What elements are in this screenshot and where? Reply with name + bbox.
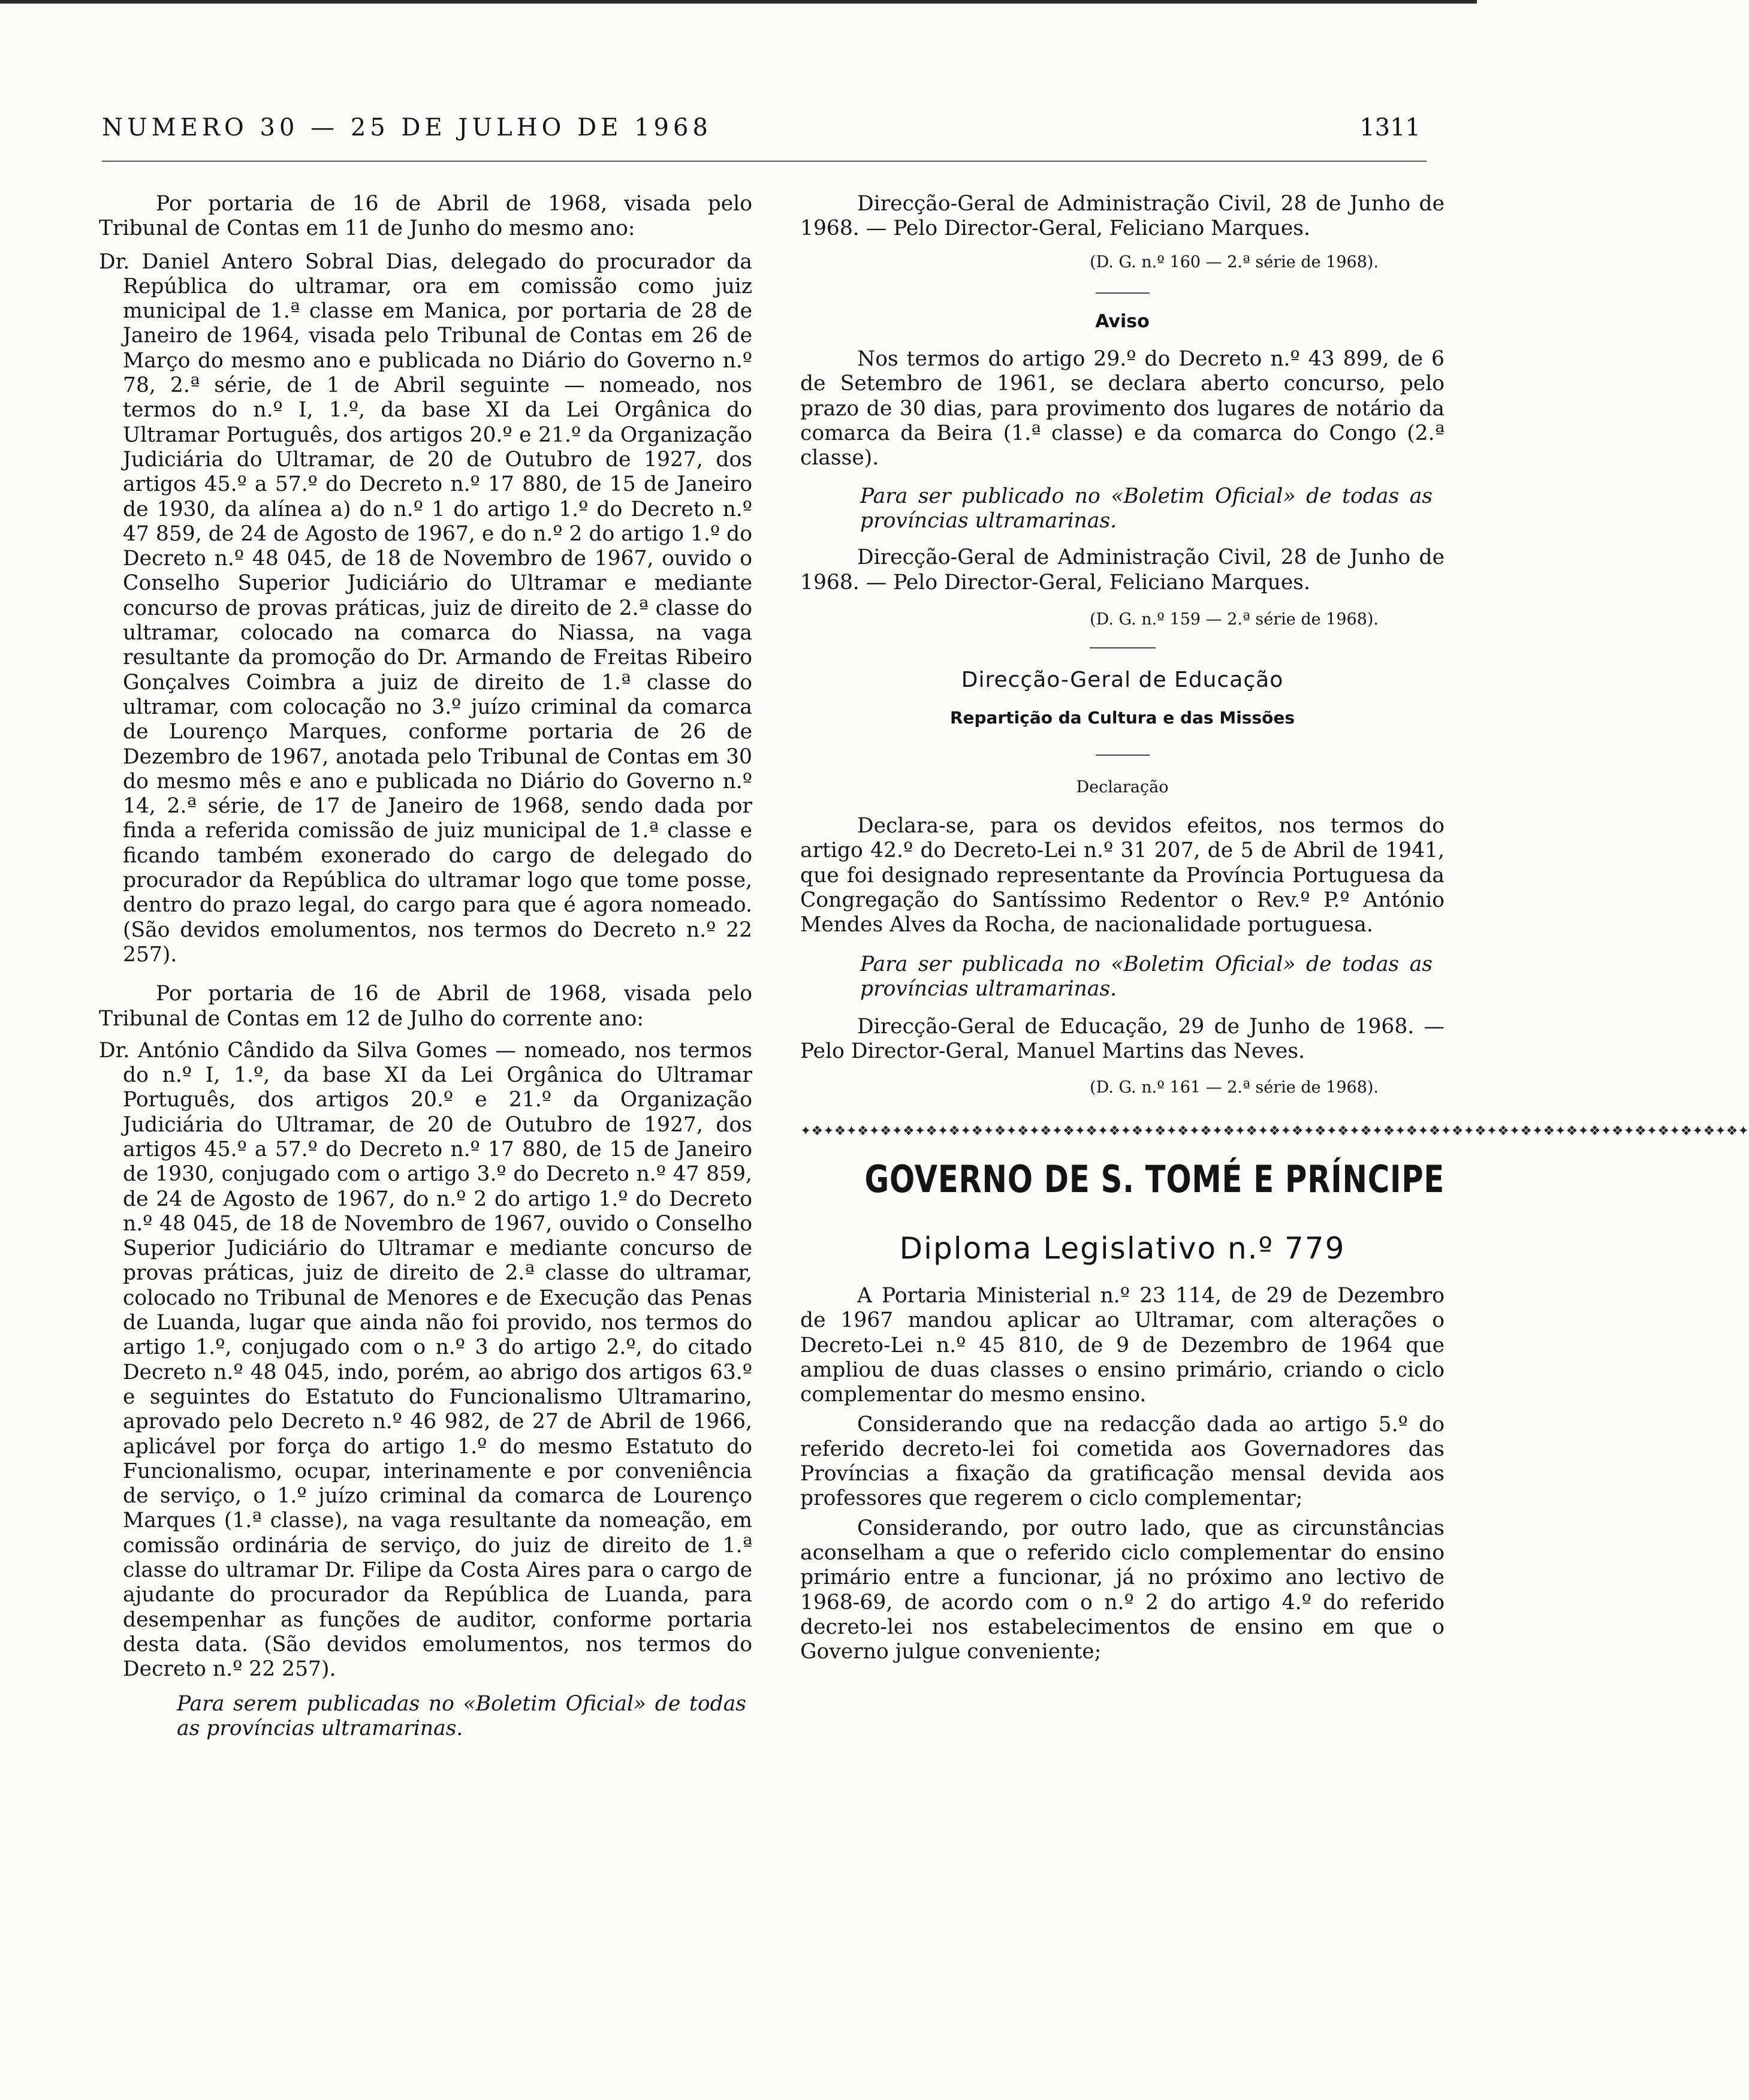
right-column [800,192,1749,1664]
page-header [102,114,1421,150]
issue-line: NUMERO 30 — 25 DE JULHO DE 1968 [102,114,712,141]
publish-note-declaracao: Para ser publicada no «Boletim Oficial» de todas as províncias ultramarinas. [860,952,1433,1001]
ornamental-border: ✦❖✦❖✦❖✦❖✦❖✦❖✦❖✦❖✦❖✦❖✦❖✦❖✦❖✦❖✦❖✦❖✦❖✦❖✦❖✦❖✦❖✦❖✦❖✦❖✦❖✦❖✦❖✦❖✦❖✦❖✦❖✦❖✦❖✦❖✦❖✦❖✦❖✦❖✦❖✦❖✦❖✦ [800,1124,1749,1139]
diploma-paragraph-1: A Portaria Ministerial n.º 23 114, de 29 de Dezembro de 1967 mandou aplicar ao Ultramar, com alterações o Decreto-Lei n.º 45 810, de 9 de Dezembro de 1964 que ampliou de duas classes o ensino primário, criando o ciclo complementar do mesmo ensino. [800,1284,1445,1407]
signature-2: Direcção-Geral de Administração Civil, 28 de Junho de 1968. — Pelo Director-Geral, Feliciano Marques. [800,545,1445,595]
header-divider [102,161,1427,162]
department-subtitle: Repartição da Cultura e das Missões [949,708,1295,728]
reference-3: (D. G. n.º 161 — 2.ª série de 1968). [1090,1078,1379,1097]
declaracao-heading: Declaração [1076,777,1169,796]
publish-note-left: Para serem publicadas no «Boletim Oficial» de todas as províncias ultramarinas. [177,1691,746,1740]
portaria-1-intro: Por portaria de 16 de Abril de 1968, visada pelo Tribunal de Contas em 11 de Junho do mesmo ano: [99,192,752,241]
portaria-2-body: Dr. António Cândido da Silva Gomes — nomeado, nos termos do n.º I, 1.º, da base XI da Lei Orgânica do Ultramar Português, dos artigos 20.º e 21.º da Organização Judiciária do Ultramar, de 20 de Outubro de 1927, dos artigos 45.º a 57.º do Decreto n.º 17 880, de 15 de Janeiro de 1930, conjugado com o artigo 3.º do Decreto n.º 47 859, de 24 de Agosto de 1967, do n.º 2 do artigo 1.º do Decreto n.º 48 045, de 18 de Novembro de 1967, ouvido o Conselho Superior Judiciário do Ultramar e mediante concurso de provas práticas, juiz de direito de 2.ª classe do ultramar, colocado no Tribunal de Menores e de Execução das Penas de Luanda, lugar que ainda não foi provido, nos termos do artigo 1.º, conjugado com o n.º 3 do artigo 2.º, do citado Decreto n.º 48 045, indo, porém, ao abrigo dos artigos 63.º e seguintes do Estatuto do Funcionalismo Ultramarino, aprovado pelo Decreto n.º 46 982, de 27 de Abril de 1966, aplicável por força do artigo 1.º do mesmo Estatuto do Funcionalismo, ocupar, interinamente e por conveniência de serviço, o 1.º juízo criminal da comarca de Lourenço Marques (1.ª classe), na vaga resultante da nomeação, em comissão ordinária de serviço, do juiz de direito de 1.ª classe do ultramar Dr. Filipe da Costa Aires para o cargo de ajudante do procurador da República de Luanda, para desempenhar as funções de auditor, conforme portaria desta data. (São devidos emolumentos, nos termos do Decreto n.º 22 257). [99,1038,752,1682]
page-number: 1311 [1359,114,1421,141]
aviso-body: Nos termos do artigo 29.º do Decreto n.º 43 899, de 6 de Setembro de 1961, se declara aberto concurso, pelo prazo de 30 dias, para provimento dos lugares de notário da comarca da Beira (1.ª classe) e da comarca do Congo (2.ª classe). [800,347,1445,470]
publish-note-aviso: Para ser publicado no «Boletim Oficial» de todas as províncias ultramarinas. [860,484,1433,533]
diploma-paragraph-3: Considerando, por outro lado, que as circunstâncias aconselham a que o referido ciclo complementar do ensino primário entre a funcionar, já no próximo ano lectivo de 1968-69, de acordo com o n.º 2 do artigo 4.º do referido decreto-lei nos estabelecimentos de ensino em que o Governo julgue conveniente; [800,1516,1445,1664]
portaria-1-body: Dr. Daniel Antero Sobral Dias, delegado do procurador da República do ultramar, ora em comissão como juiz municipal de 1.ª classe em Manica, por portaria de 28 de Janeiro de 1964, visada pelo Tribunal de Contas em 26 de Março do mesmo ano e publicada no Diário do Governo n.º 78, 2.ª série, de 1 de Abril seguinte — nomeado, nos termos do n.º I, 1.º, da base XI da Lei Orgânica do Ultramar Português, dos artigos 20.º e 21.º da Organização Judiciária do Ultramar, de 20 de Outubro de 1927, dos artigos 45.º a 57.º do Decreto n.º 17 880, de 15 de Janeiro de 1930, da alínea a) do n.º 1 do artigo 1.º do Decreto n.º 47 859, de 24 de Agosto de 1967, e do n.º 2 do artigo 1.º do Decreto n.º 48 045, de 18 de Novembro de 1967, ouvido o Conselho Superior Judiciário do Ultramar e mediante concurso de provas práticas, juiz de direito de 2.ª classe do ultramar, colocado na comarca do Niassa, na vaga resultante da promoção do Dr. Armando de Freitas Ribeiro Gonçalves Coimbra a juiz de direito de 1.ª classe do ultramar, com colocação no 3.º juízo criminal da comarca de Lourenço Marques, conforme portaria de 26 de Dezembro de 1967, anotada pelo Tribunal de Contas em 30 do mesmo mês e ano e publicada no Diário do Governo n.º 14, 2.ª série, de 17 de Janeiro de 1968, sendo dada por finda a referida comissão de juiz municipal de 1.ª classe e ficando também exonerado do cargo de delegado do procurador da República do ultramar logo que tome posse, dentro do prazo legal, do cargo para que é agora nomeado. (São devidos emolumentos, nos termos do Decreto n.º 22 257). [99,249,752,967]
section-divider [1096,755,1150,756]
declaracao-body: Declara-se, para os devidos efeitos, nos termos do artigo 42.º do Decreto-Lei n.º 31 207, de 5 de Abril de 1941, que foi designado representante da Província Portuguesa da Congregação do Santíssimo Redentor o Rev.º P.º António Mendes Alves da Rocha, de nacionalidade portuguesa. [800,814,1445,937]
diploma-paragraph-2: Considerando que na redacção dada ao artigo 5.º do referido decreto-lei foi cometida aos Governadores das Províncias a fixação da gratificação mensal devida aos professores que regerem o ciclo complementar; [800,1412,1445,1511]
reference-1: (D. G. n.º 160 — 2.ª série de 1968). [1090,252,1379,271]
section-divider [1096,292,1150,294]
aviso-heading: Aviso [1095,310,1150,332]
signature-1: Direcção-Geral de Administração Civil, 28 de Junho de 1968. — Pelo Director-Geral, Feliciano Marques. [800,192,1445,241]
signature-3: Direcção-Geral de Educação, 29 de Junho de 1968. — Pelo Director-Geral, Manuel Martins das Neves. [800,1015,1445,1064]
diploma-title: Diploma Legislativo n.º 779 [899,1231,1346,1266]
left-column [99,192,752,1741]
department-title: Direcção-Geral de Educação [961,668,1284,693]
top-edge-rule [0,0,1477,4]
portaria-2-intro: Por portaria de 16 de Abril de 1968, visada pelo Tribunal de Contas em 12 de Julho do corrente ano: [99,982,752,1031]
reference-2: (D. G. n.º 159 — 2.ª série de 1968). [1090,610,1379,629]
section-divider [1090,647,1156,648]
government-title: GOVERNO DE S. TOMÉ E PRÍNCIPE [864,1157,1445,1202]
